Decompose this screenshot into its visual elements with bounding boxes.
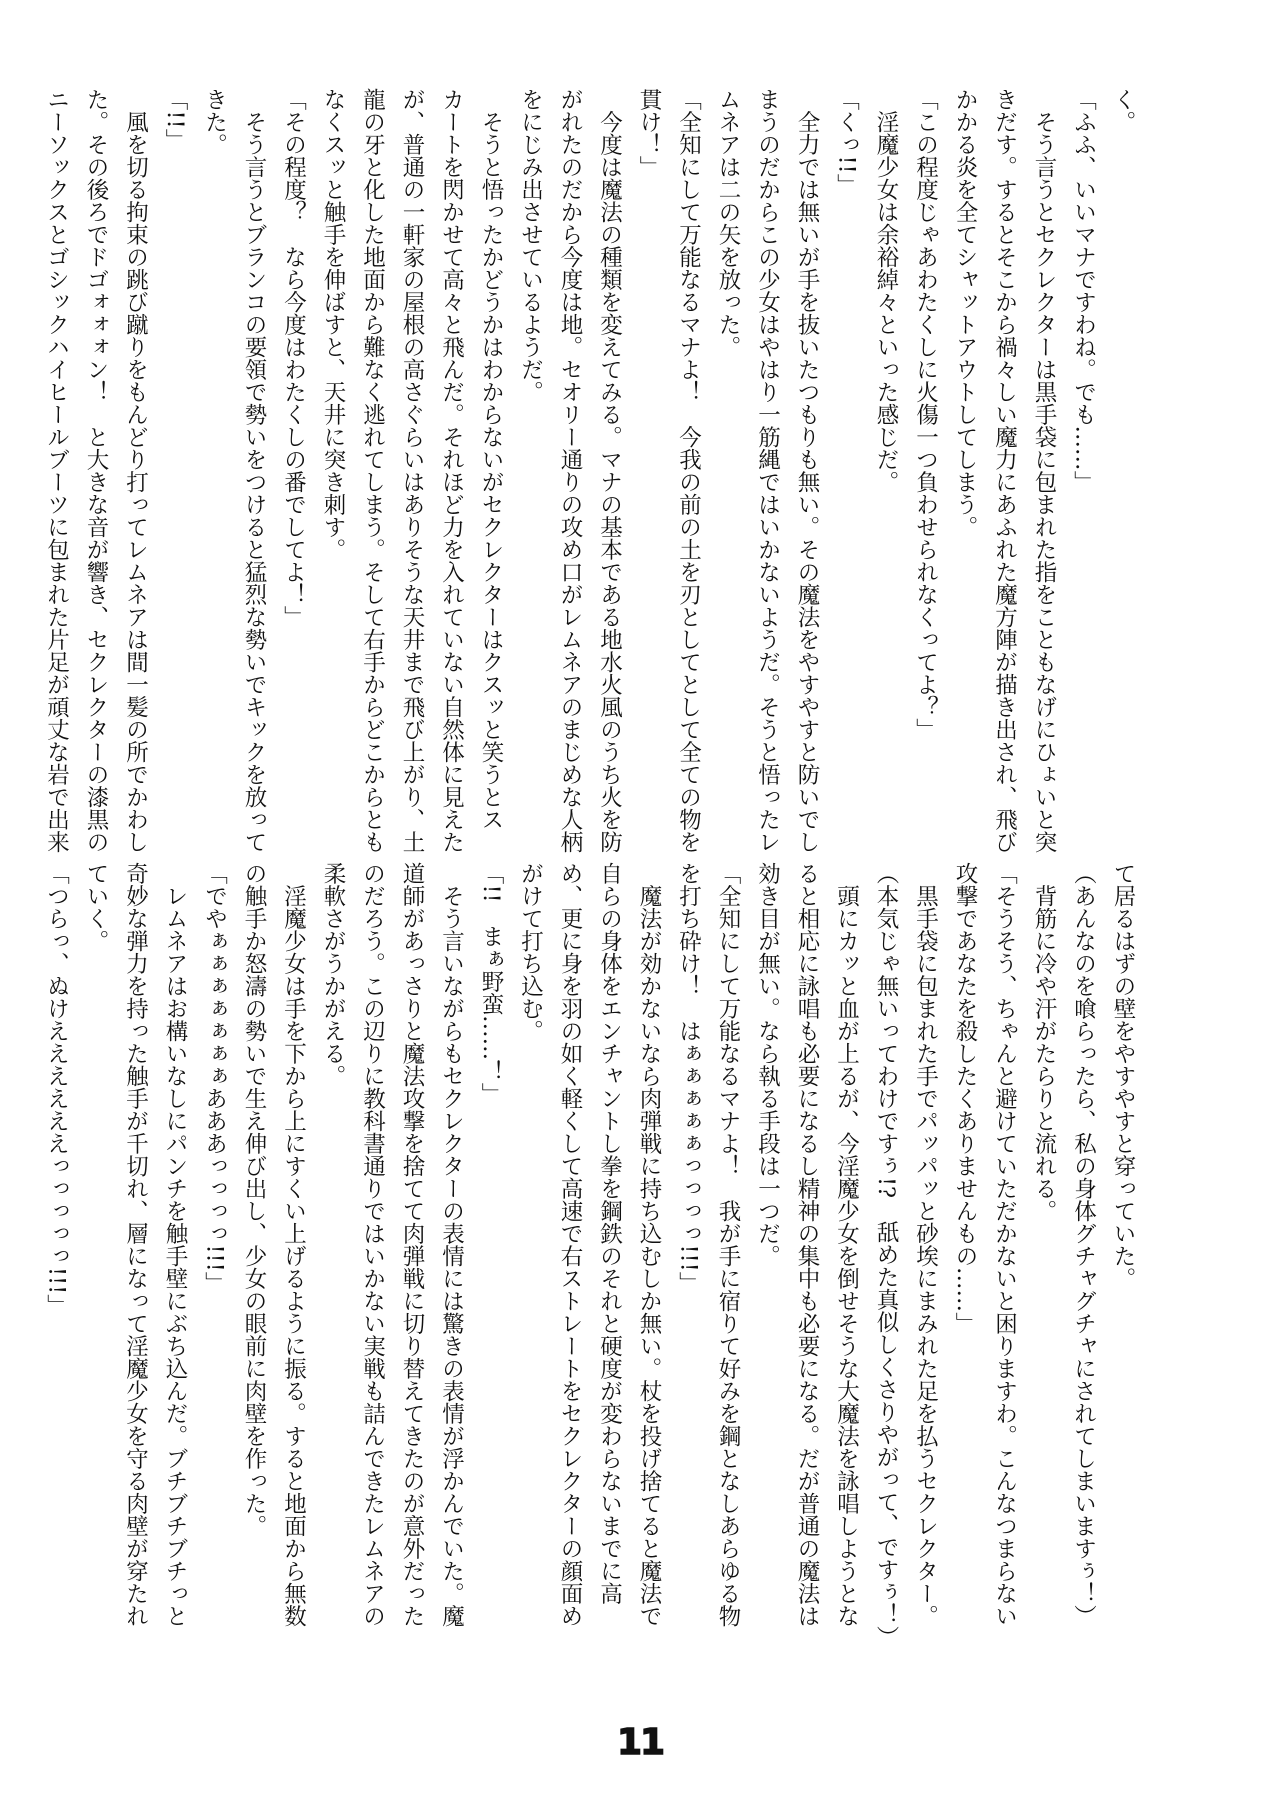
text-column: ニーソックスとゴシックハイヒールブーツに包まれた片足が頑丈な岩で出来 [43,88,70,853]
text-column: 頭にカッと血が上るが、今淫魔少女を倒せそうな大魔法を詠唱しようとな [833,862,860,1627]
text-column: 「!!」 [162,88,188,152]
text-column: の触手か怒濤の勢いで生え伸び出し、少女の眼前に肉壁を作った。 [241,862,267,1537]
text-column: 効き目が無い。なら執る手段は一つだ。 [754,862,781,1267]
text-column: そう言うとブランコの要領で勢いをつけると猛烈な勢いでキックを放って [241,88,267,853]
text-column: 攻撃であなたを殺したくありませんもの……」 [952,862,978,1335]
text-column: 奇妙な弾力を持った触手が千切れ、層になって淫魔少女を守る肉壁が穿たれ [122,862,149,1627]
text-column: 「!! まぁ野蛮……！」 [478,862,504,1106]
text-column: 自らの身体をエンチャントし拳を鋼鉄のそれと硬度が変わらないまでに高 [596,862,623,1605]
text-column: 龍の牙と化した地面から難なく逃れてしまう。そして右手からどこからとも [359,88,386,853]
text-column: そうと悟ったかどうかはわからないがセクレクターはクスッと笑うとス [478,88,504,831]
text-column: め、更に身を羽の如く軽くして高速で右ストレートをセクレクターの顔面め [557,862,583,1627]
text-column: 「全知にして万能なるマナよ！ 今我の前の土を刃としてとして全ての物を [675,88,702,853]
text-column: 「くっ!!」 [833,88,860,197]
text-column: 貫け！」 [636,88,662,178]
text-column: て居るはずの壁をやすやすと穿っていた。 [1110,862,1136,1290]
text-column: きだす。するとそこから禍々しい魔力にあふれた魔方陣が描き出され、飛び [991,88,1018,853]
text-column: ていく。 [83,862,109,952]
text-column: ると相応に詠唱も必要になるし精神の集中も必要になる。だが普通の魔法は [794,862,820,1627]
text-column: 魔法が効かないなら肉弾戦に持ち込むしか無い。杖を投げ捨てると魔法で [636,862,662,1627]
lower-text-block [43,862,1142,1649]
text-column: がけて打ち込む。 [517,862,544,1042]
text-column: きた。 [201,88,228,156]
text-column: 風を切る拘束の跳び蹴りをもんどり打ってレムネアは間一髪の所でかわし [122,88,149,853]
text-column: 「でやぁぁぁぁぁぁぁあああっっっっ!!!」 [201,862,228,1295]
text-column: た。その後ろでドゴォォォン！ と大きな音が響き、セクレクターの漆黒の [83,88,109,853]
text-column: をにじみ出させているようだ。 [517,88,544,403]
text-column: 今度は魔法の種類を変えてみる。マナの基本である地水火風のうち火を防 [596,88,623,853]
text-column: 背筋に冷や汗がたらりと流れる。 [1031,862,1057,1222]
text-column: （本気じゃ無いってわけですぅ!? 舐めた真似しくさりやがって、ですぅ！） [873,862,899,1649]
text-column: 淫魔少女は余裕綽々といった感じだ。 [873,88,899,493]
text-column: 「ふふ、いいマナですわね。でも……」 [1070,88,1097,493]
text-column: 「この程度じゃあわたくしに火傷一つ負わせられなくってよ？」 [912,88,939,741]
text-column: 「全知にして万能なるマナよ！ 我が手に宿りて好みを鋼となしあらゆる物 [715,862,741,1627]
text-column: 「その程度？ なら今度はわたくしの番でしてよ！」 [280,88,307,628]
text-column: が、普通の一軒家の屋根の高さぐらいはありそうな天井まで飛び上がり、土 [399,88,425,853]
text-column: 柔軟さがうかがえる。 [320,862,346,1087]
text-column: まうのだからこの少女はやはり一筋縄ではいかないようだ。そうと悟ったレ [754,88,781,853]
text-column: カートを閃かせて高々と飛んだ。それほど力を入れていない自然体に見えた [438,88,465,853]
text-column: 黒手袋に包まれた手でパッパッと砂埃にまみれた足を払うセクレクター。 [912,862,939,1627]
text-column: レムネアはお構いなしにパンチを触手壁にぶち込んだ。ブチブチブチっと [162,862,188,1627]
text-column: 淫魔少女は手を下から上にすくい上げるように振る。すると地面から無数 [280,862,307,1627]
text-column: かかる炎を全てシャットアウトしてしまう。 [952,88,978,538]
text-column: 道師があっさりと魔法攻撃を捨てて肉弾戦に切り替えてきたのが意外だった [399,862,425,1627]
text-column: （あんなのを喰らったら、私の身体グチャグチャにされてしまいますぅ！） [1070,862,1097,1627]
text-column: そう言うとセクレクターは黒手袋に包まれた指をこともなげにひょいと突 [1031,88,1057,853]
text-column: を打ち砕け！ はぁぁぁぁぁっっっっ!!!」 [675,862,702,1295]
text-column: そう言いながらもセクレクターの表情には驚きの表情が浮かんでいた。魔 [438,862,465,1627]
upper-text-block [43,88,1142,853]
text-column: のだろう。この辺りに教科書通りではいかない実戦も詰んできたレムネアの [359,862,386,1627]
text-column: 「つらっ、ぬけええええええっっっっっ!!!」 [43,862,70,1317]
text-column: がれたのだから今度は地。セオリー通りの攻め口がレムネアのまじめな人柄 [557,88,583,853]
text-column: ムネアは二の矢を放った。 [715,88,741,358]
text-column: 「そうそう、ちゃんと避けていただかないと困りますわ。こんなつまらない [991,862,1018,1627]
text-column: なくスッと触手を伸ばすと、天井に突き刺す。 [320,88,346,561]
text-column: 全力では無いが手を抜いたつもりも無い。その魔法をやすやすと防いでし [794,88,820,853]
page-number: 11 [616,1722,664,1763]
text-column: く。 [1110,88,1136,133]
